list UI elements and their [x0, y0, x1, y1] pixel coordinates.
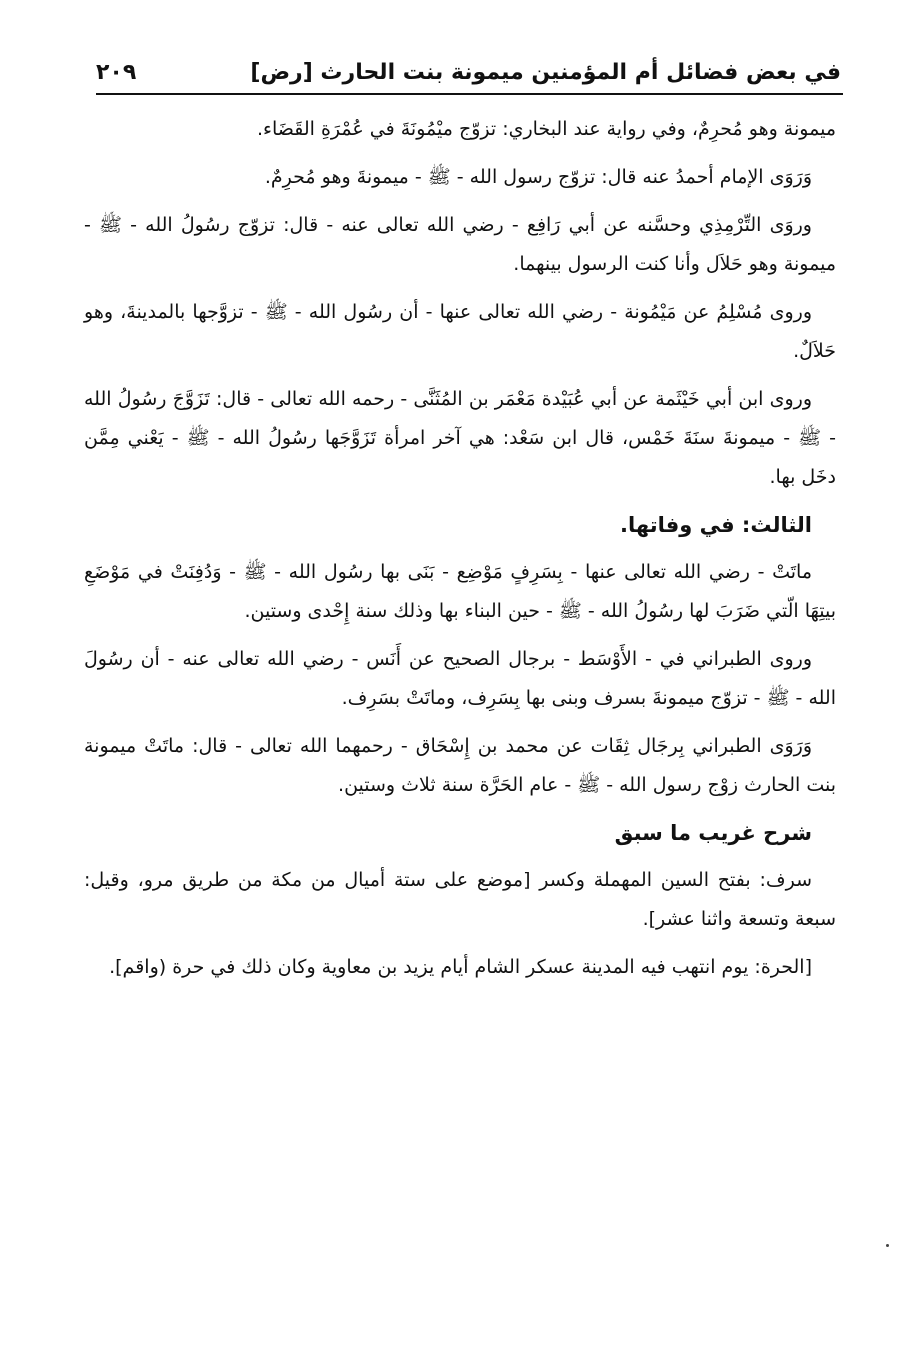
running-title: في بعض فضائل أم المؤمنين ميمونة بنت الحارث [رض]: [250, 60, 841, 85]
page-header: [96, 58, 841, 92]
paragraph-tabarani-ibn-ishaq: وَرَوَى الطبراني بِرجَال ثِقَات عن محمد بن إِسْحَاق - رحمهما الله تعالى - قال: ماتَتْ ميمونة بنت الحارث زوْج رسول الله - ﷺ - عام الحَرَّة سنة ثلاث وستين.: [84, 735, 836, 796]
glossary-entry-harra: [الحرة: يوم انتهب فيه المدينة عسكر الشام أيام يزيد بن معاوية وكان ذلك في حرة (واقم].: [109, 956, 812, 978]
body-text: [84, 110, 836, 996]
paragraph-ahmad: وَرَوَى الإمام أحمدُ عنه قال: تزوّج رسول الله - ﷺ - ميمونةَ وهو مُحرِمٌ.: [264, 166, 812, 188]
paragraph-muslim: وروى مُسْلِمُ عن مَيْمُونة - رضي الله تعالى عنها - أن رسُول الله - ﷺ - تزوَّجها بالمدينةَ، وهو حَلاَلٌ.: [84, 301, 836, 362]
header-rule: [96, 93, 843, 95]
heading-glossary: شرح غريب ما سبق: [614, 821, 812, 845]
paragraph-ibn-abi-khaythama: وروى ابن أبي خَيْثَمة عن أبي عُبَيْدة مَعْمَر بن المُثَنَّى - رحمه الله تعالى - قال: تَزَوَّجَ رسُولُ الله - ﷺ - ميمونةَ سنَةَ خَمْس، قال ابن سَعْد: هي آخر امرأة تَزَوَّجَها رسُولُ الله - ﷺ - يَعْني مِمَّن دخَل بها.: [84, 388, 836, 488]
page-number: ٢٠٩: [96, 60, 137, 85]
paragraph-death-sarif: ماتَتْ - رضي الله تعالى عنها - بِسَرِفٍ مَوْضِع - بَنَى بها رسُول الله - ﷺ - وَدُفِنَتْ في مَوْضَعِ بيتِهَا الّتي ضَرَبَ لها رسُولُ الله - ﷺ - حين البناء بها وذلك سنة إِحْدى وستين.: [84, 561, 836, 622]
paragraph-tirmidhi: وروَى التِّرْمِذِي وحسَّنه عن أبي رَافِع - رضي الله تعالى عنه - قال: تزوّج رسُولُ الله - ﷺ - ميمونة وهو حَلاَل وأنا كنت الرسول بينهما.: [84, 214, 836, 275]
glossary-entry-sarif: سرف: بفتح السين المهملة وكسر [موضع على ستة أميال من مكة من طريق مرو، وقيل: سبعة وتسعة واثنا عشر].: [84, 869, 836, 930]
paragraph-bukhari: ميمونة وهو مُحرِمٌ، وفي رواية عند البخاري: تزوّج ميْمُونَةَ في عُمْرَةِ القَضَاء.: [257, 118, 836, 140]
heading-death: الثالث: في وفاتها.: [620, 513, 812, 537]
paragraph-tabarani-awsat: وروى الطبراني في - الأَوْسَط - برجال الصحيح عن أَنَس - رضي الله تعالى عنه - أن رسُولَ الله - ﷺ - تزوّج ميمونةَ بسرف وبنى بها بِسَرِف، وماتَتْ بسَرِف.: [84, 648, 836, 709]
scan-speck: [886, 1244, 889, 1247]
